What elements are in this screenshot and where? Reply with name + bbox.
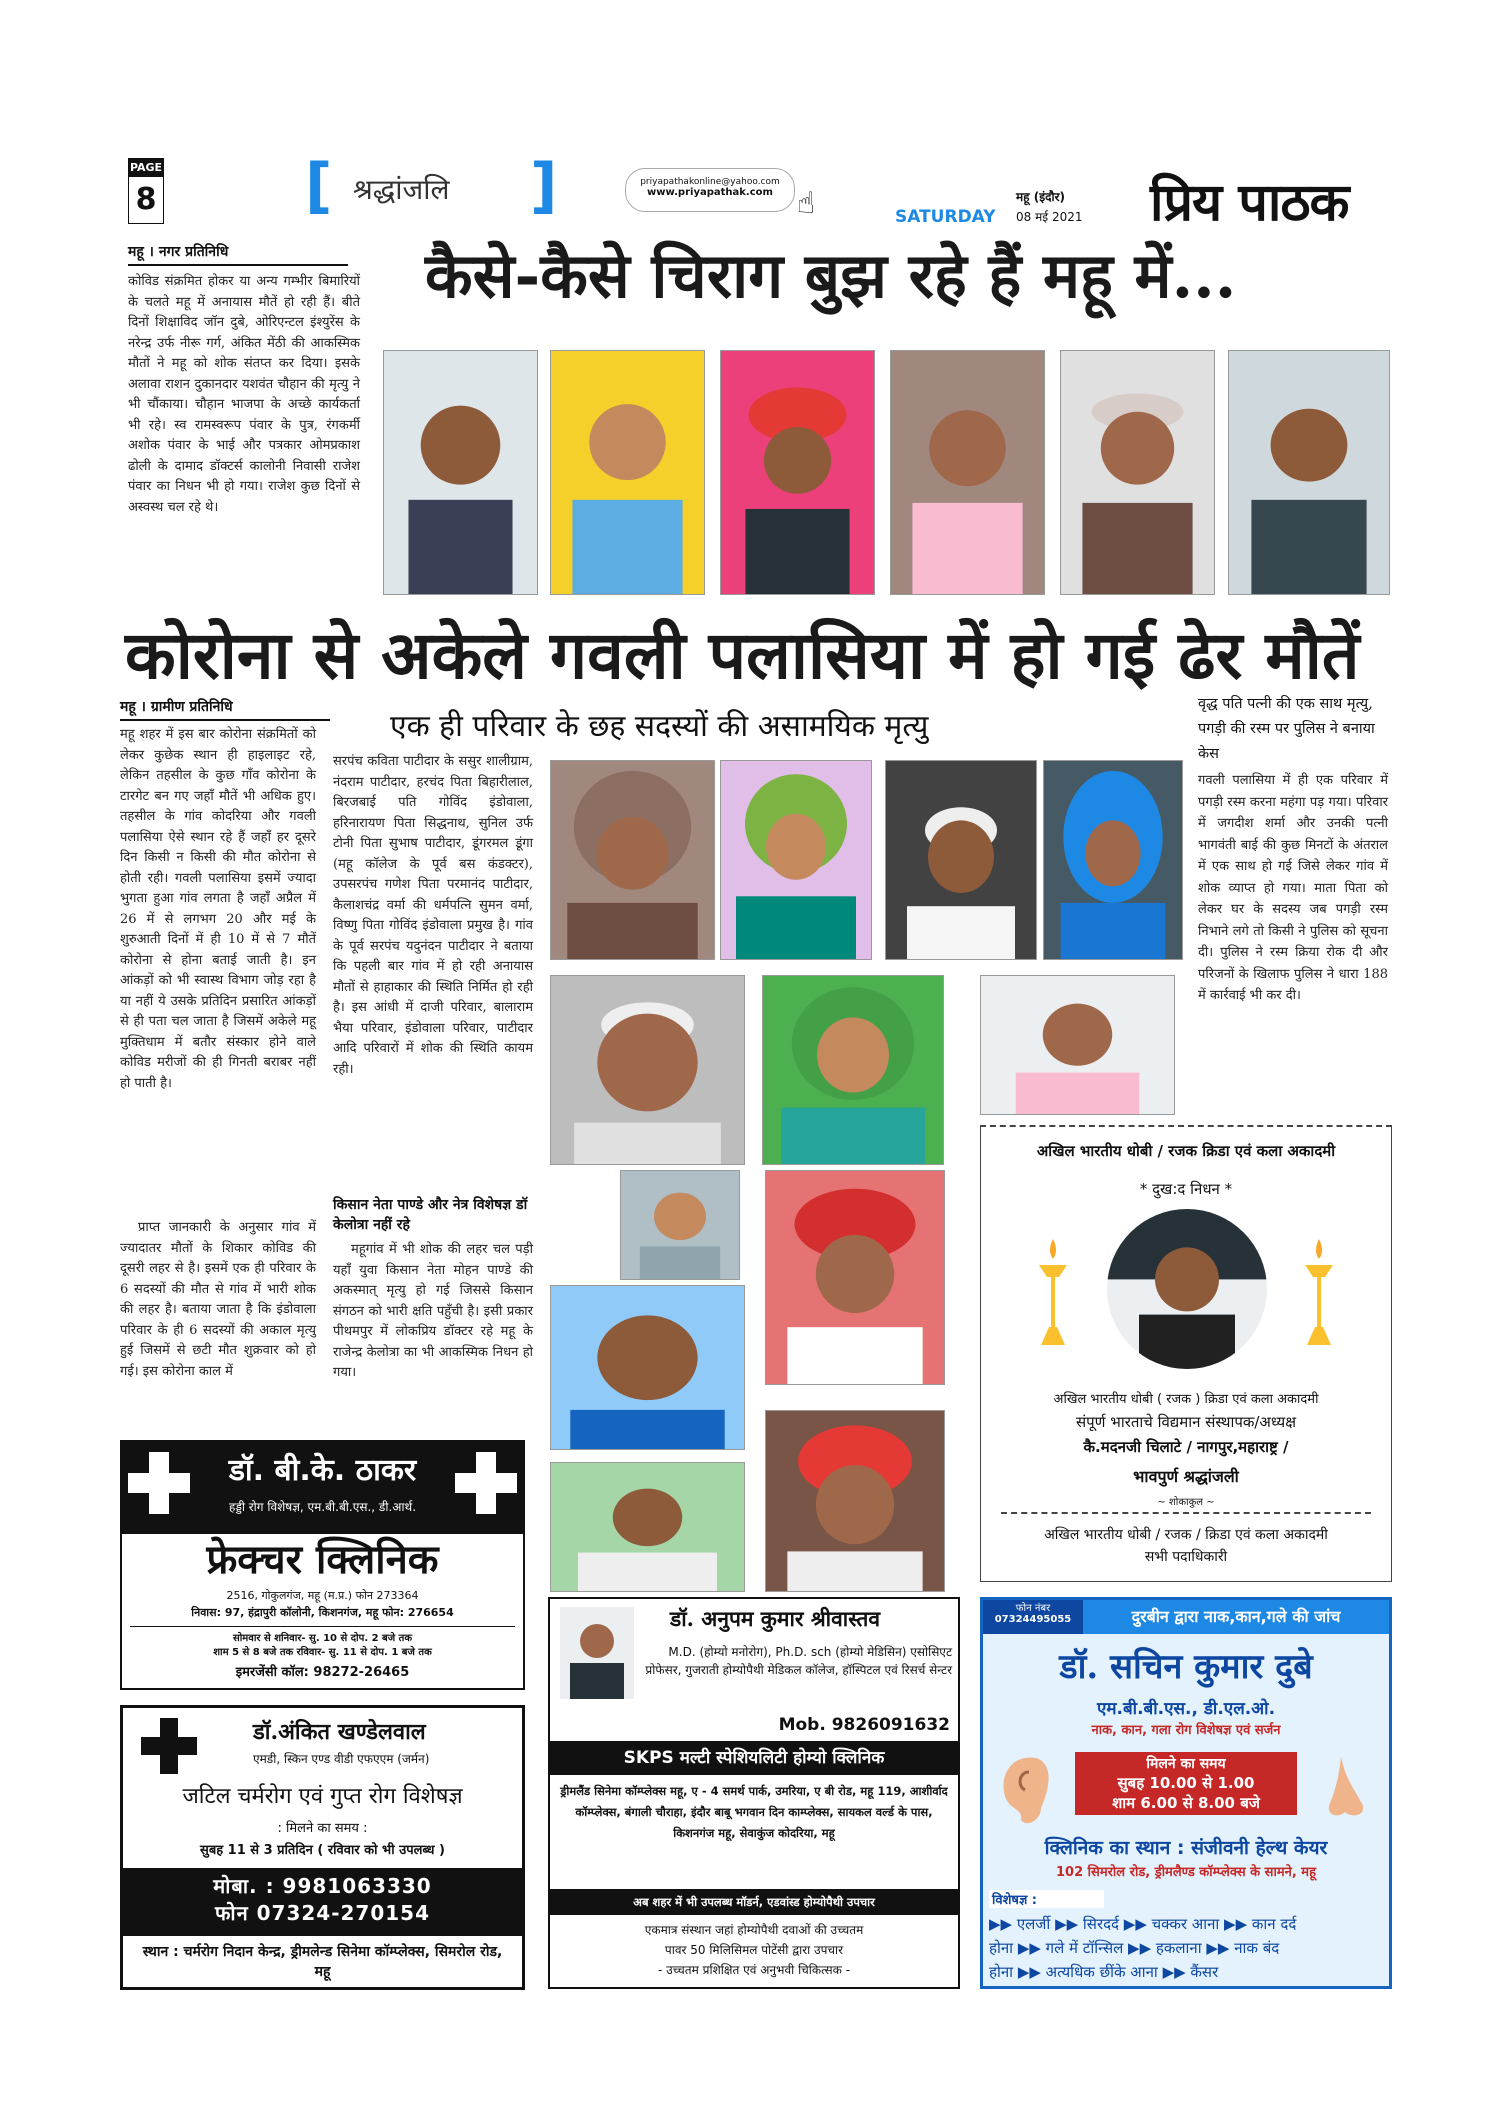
dubey-address: 102 सिमरोल रोड, ड्रीमलैण्ड कॉम्प्लेक्स के सामने, महू — [1056, 1865, 1316, 1880]
khandelwal-timing: सुबह 11 से 3 प्रतिदिन ( रविवार को भी उपलब्ध ) — [200, 1843, 445, 1858]
victim-photo-8 — [620, 1170, 740, 1280]
page-number: 8 — [135, 182, 157, 217]
obit-tribute: भावपुर्ण श्रद्धांजली — [1133, 1467, 1239, 1486]
story1-body: कोविड संक्रमित होकर या अन्य गम्भीर बिमारियों के चलते महू में अनायास मौतें हो रही हैं। बीते दिनों शिक्षाविद जॉन दुबे, ओरिएन्टल इंश्युरेंस के नरेन्द्र उर्फ नीरू गर्ग, अंकित मेंठी की आकस्मिक मौतों ने महू को शोक संतप्त कर दिया। इसके अलावा राशन दुकानदार यशवंत चौहान की मृत्यु ने भी चौंकाया। चौहान भाजपा के अच्छे कार्यकर्ता भी रहे। स्व रामस्वरूप पंवार के पुत्र, रंगकर्मी अशोक पंवार के भाई और पत्रकार ओमप्रकाश ढोली के दामाद डॉक्टर्स कालोनी निवासी राजेश पंवार का निधन भी हो गया। राजेश कुछ दिनों से अस्वस्थ चल रहे थे। — [128, 274, 360, 515]
place: महू (इंदौर) — [1016, 190, 1065, 204]
ad-srivastava — [548, 1597, 960, 1989]
khandelwal-mobile: मोबा. : 9981063330 — [213, 1874, 432, 1898]
thakar-clinic: फ्रेक्चर क्लिनिक — [206, 1536, 439, 1583]
srivastava-photo — [560, 1607, 634, 1699]
portrait-photo-4 — [890, 350, 1045, 595]
thakar-residence: निवास: 97, हंद्रापुरी कॉलोनी, किशनगंज, महू फोन: 276654 — [191, 1606, 454, 1619]
khandelwal-name: डॉ.अंकित खण्डेलवाल — [253, 1719, 426, 1745]
dubey-top: दुरबीन द्वारा नाक,कान,गले की जांच — [1083, 1600, 1389, 1634]
obit-line1: अखिल भारतीय धोबी ( रजक ) क्रिडा एवं कला अकादमी — [1053, 1392, 1319, 1407]
story3-body: गवली पलासिया में ही एक परिवार में पगड़ी रस्म करना महंगा पड़ गया। परिवार में जगदीश शर्मा और उनकी पत्नी भागवंती बाई की कुछ मिनटों के अंतराल में एक साथ हो गई जिसे लेकर गांव में शोक व्याप्त हो गया। माता पिता को लेकर घर के सदस्य जब पगड़ी रस्म निभाने लगे तो किसी ने पुलिस को सूचना दी। पुलिस ने रस्म क्रिया रोक दी और परिजनों के खिलाफ पुलिस ने धारा 188 में कार्रवाई भी कर दी। — [1198, 773, 1388, 1003]
contact-box — [625, 168, 795, 212]
nose-icon — [1311, 1750, 1381, 1830]
srivastava-banner: अब शहर में भी उपलब्ध मॉडर्न, एडवांस्ड होम्योपैथी उपचार — [550, 1889, 958, 1915]
story2-col2b: महूगांव में भी शोक की लहर चल पड़ी यहाँ युवा किसान नेता मोहन पाण्डे की अकस्मात् मृत्यु हो गई जिससे किसान संगठन को भारी क्षति पहुँची है। इसी प्रकार पीथमपुर में लोकप्रिय डॉक्टर रहे महू के राजेन्द्र केलोत्रा का भी आकस्मिक निधन हो गया। — [333, 1242, 533, 1380]
bracket-left-icon: [ — [305, 151, 333, 221]
portrait-photo-3 — [720, 350, 875, 595]
khandelwal-quals: एमडी, स्किन एण्ड वीडी एफएएम (जर्मन) — [253, 1752, 430, 1766]
story2-col1: महू शहर में इस बार कोरोना संक्रमितों को लेकर कुछेक स्थान ही हाइलाइट रहे, लेकिन तहसील के कुछ गाँव कोरोना के टारगेट बन गए जहाँ मौतें भी अधिक हुए। तहसील के गांव कोदरिया और गवली पलासिया ऐसे स्थान रहे हैं जहाँ हर दूसरे दिन किसी न किसी की मौत कोरोना से होती रही। गवली पलासिया इसमें ज्यादा भुगता हुआ गांव लगता है जहाँ अप्रैल में 26 में से लगभग 20 और मई के शुरुआती दिनों में ही 10 में से 7 मौतें कोरोना से होना बताई जाती है। इन आंकड़ों को भी स्वास्थ विभाग जोड़ रहा है या नहीं ये उसके प्रतिदिन प्रसारित आंकड़ों से ही पता चल जाता है जिसमें अकेले महू मुक्तिधाम में बतौर संस्कार होने वाले कोविड मरीजों की ही गिनती बराबर नहीं हो पाती है। — [120, 727, 316, 1091]
victim-photo-9 — [765, 1170, 945, 1385]
obit-footer2: सभी पदाधिकारी — [1144, 1549, 1228, 1565]
khandelwal-contact — [123, 1868, 522, 1936]
obit-nidhan: * दुख:द निधन * — [1139, 1180, 1233, 1198]
date: 08 मई 2021 — [1016, 210, 1083, 224]
srivastava-address: ड्रीमलैंड सिनेमा कॉम्प्लेक्स महू, ए - 4 समर्थ पार्क, उमरिया, ए बी रोड, महू 119, आशीर्वाद कॉम्प्लेक्स, बंगाली चौराहा, इंदौर बाबू भगवान दिन काम्प्लेक्स, सायकल वर्ल्ड के पास, किशनगंज महू, सेवाकुंज कोदरिया, महू — [560, 1784, 948, 1840]
victim-photo-1 — [550, 760, 715, 960]
logo: प्रिय पाठक — [1150, 172, 1349, 233]
obit-name: कै.मदनजी चिलाटे / नागपुर,महाराष्ट्र / — [1083, 1438, 1289, 1456]
dubey-name: डॉ. सचिन कुमार दुबे — [1059, 1647, 1313, 1687]
portrait-photo-5 — [1060, 350, 1215, 595]
portrait-photo-2 — [550, 350, 705, 595]
khandelwal-specialty: जटिल चर्मरोग एवं गुप्त रोग विशेषज्ञ — [182, 1784, 463, 1809]
victim-photo-11 — [550, 1462, 745, 1592]
victim-photo-4 — [1043, 760, 1183, 960]
ear-icon — [991, 1750, 1061, 1830]
dubey-spec3: होना ▶▶ अत्यधिक छींके आना ▶▶ कैंसर — [989, 1963, 1219, 1981]
obit-header: अखिल भारतीय धोबी / रजक क्रिडा एवं कला अकादमी — [1036, 1142, 1336, 1160]
dubey-quals: एम.बी.बी.एस., डी.एल.ओ. — [1096, 1699, 1276, 1719]
dubey-specialty: नाक, कान, गला रोग विशेषज्ञ एवं सर्जन — [1091, 1723, 1281, 1738]
khandelwal-address: स्थान : चर्मरोग निदान केन्द्र, ड्रीमलेन्ड सिनेमा कॉम्प्लेक्स, सिमरोल रोड, महू — [142, 1944, 503, 1980]
srivastava-mobile: Mob. 9826091632 — [778, 1715, 950, 1735]
victim-photo-5 — [550, 975, 745, 1165]
ad-dubey — [980, 1597, 1392, 1989]
obit-shokakul: ~ शोकाकुल ~ — [1157, 1497, 1215, 1508]
srivastava-name: डॉ. अनुपम कुमार श्रीवास्तव — [670, 1606, 881, 1631]
obit-line2: संपूर्ण भारताचे विद्यमान संस्थापक/अध्यक्ष — [1076, 1413, 1296, 1431]
dubey-time2: शाम 6.00 से 8.00 बजे — [1112, 1794, 1260, 1812]
dubey-meet: मिलने का समय — [1146, 1756, 1226, 1772]
obituary-box — [980, 1125, 1392, 1582]
thakar-timing2: शाम 5 से 8 बजे तक रविवार- सु. 11 से दोप. 1 बजे तक — [213, 1647, 432, 1658]
srivastava-quals: M.D. (होम्यो मनोरोग), Ph.D. sch (होम्यो मेडिसिन) एसोसिएट प्रोफेसर, गुजराती होम्योपैथी मेडिकल कॉलेज, हॉस्पिटल एवं रिसर्च सेन्टर — [645, 1645, 952, 1677]
portrait-photo-6 — [1228, 350, 1390, 595]
story2-col1b: प्राप्त जानकारी के अनुसार गांव में ज्यादातर मौतों के शिकार कोविड की दूसरी लहर से है। इसमें एक ही परिवार के 6 सदस्यों की मौत से गांव में भारी शोक की लहर है। बताया जाता है कि इंडोवाला परिवार के ही 6 सदस्यों की अकाल मृत्यु हुई जिसमें से छटी मौत शुक्रवार को हो गई। इस कोरोना काल में — [120, 1220, 316, 1379]
weekday: SATURDAY — [895, 207, 996, 227]
khandelwal-meet: : मिलने का समय : — [277, 1821, 368, 1836]
story2-col2: सरपंच कविता पाटीदार के ससुर शालीग्राम, नंदराम पाटीदार, हरचंद पिता बिहारीलाल, बिरजबाई पति गोविंद इंडोवाला, हरिनारायण पिता सिद्धनाथ, सुनिल उर्फ टोनी पिता सुभाष पाटीदार, डूंगरमल डूंगा (महू कॉलेज के पूर्व बस कंडक्टर), उपसरपंच गणेश पिता परमानंद पाटीदार, कैलाशचंद्र वर्मा की धर्मपत्नि सुमन वर्मा, विष्णु पिता गोविंद इंडोवाला प्रमुख है। गांव के पूर्व सरपंच यदुनंदन पाटीदार ने बताया कि पहली बार गांव में हो रही अनायास मौतों से हाहाकार की स्थिति निर्मित हो रही है। इस आंधी में दाजी परिवार, बालाराम भैया परिवार, इंडोवाला परिवार, पाटीदार आदि परिवारों में शोक की स्थिति कायम रही। — [333, 754, 533, 1077]
srivastava-line3: - उच्चतम प्रशिक्षित एवं अनुभवी चिकित्सक - — [657, 1963, 851, 1977]
obit-photo — [1107, 1209, 1267, 1369]
website[interactable]: www.priyapathak.com — [647, 187, 773, 198]
section-label — [305, 151, 558, 221]
section-title: श्रद्धांजलि — [353, 173, 450, 206]
srivastava-clinic: SKPS मल्टी स्पेशियलिटी होम्यो क्लिनिक — [550, 1741, 958, 1775]
dubey-spec1: ▶▶ एलर्जी ▶▶ सिरदर्द ▶▶ चक्कर आना ▶▶ कान दर्द — [989, 1915, 1297, 1933]
story3-headline: वृद्ध पति पत्नी की एक साथ मृत्यु, पगड़ी की रस्म पर पुलिस ने बनाया केस — [1198, 696, 1375, 762]
story2-subhead2: किसान नेता पाण्डे और नेत्र विशेषज्ञ डॉ केलोत्रा नहीं रहे — [333, 1197, 528, 1233]
story2-byline: महू । ग्रामीण प्रतिनिधि — [120, 697, 330, 721]
thakar-header — [122, 1442, 523, 1534]
srivastava-line1: एकमात्र संस्थान जहां होम्योपैथी दवाओं की उच्चतम — [644, 1923, 864, 1937]
lamp-left-icon — [1033, 1237, 1073, 1347]
thakar-name: डॉ. बी.के. ठाकर — [228, 1453, 417, 1488]
victim-photo-12 — [765, 1410, 945, 1592]
dubey-phone[interactable]: 07324495055 — [994, 1614, 1072, 1625]
ad-khandelwal — [120, 1705, 525, 1990]
thakar-quals: हड्डी रोग विशेषज्ञ, एम.बी.बी.एस., डी.आर्थ. — [228, 1500, 417, 1514]
story2-subhead: एक ही परिवार के छह सदस्यों की असामयिक मृत्यु — [390, 709, 929, 744]
story2-headline: कोरोना से अकेले गवली पलासिया में हो गई ढेर मौतें — [125, 616, 1360, 694]
dubey-phone-box — [983, 1600, 1083, 1634]
thakar-divider — [130, 1626, 515, 1627]
pointer-hand-icon: ☝ — [797, 186, 816, 221]
dubey-spec2: होना ▶▶ गले में टॉन्सिल ▶▶ हकलाना ▶▶ नाक बंद — [989, 1939, 1280, 1957]
victim-photo-10 — [550, 1285, 745, 1450]
story1-headline: कैसे-कैसे चिराग बुझ रहे हैं महू में... — [425, 239, 1237, 312]
dubey-timing — [1075, 1752, 1297, 1815]
lamp-right-icon — [1299, 1237, 1339, 1347]
dubey-phone-label: फोन नंबर — [1015, 1603, 1051, 1614]
story1-byline: महू । नगर प्रतिनिधि — [128, 242, 348, 266]
thakar-address: 2516, गोकुलगंज, महू (म.प्र.) फोन 273364 — [226, 1589, 419, 1602]
victim-photo-7 — [980, 975, 1175, 1115]
ad-thakar — [120, 1440, 525, 1690]
page-number-box — [128, 158, 164, 224]
victim-photo-6 — [762, 975, 944, 1165]
victim-photo-2 — [720, 760, 872, 960]
page-label: PAGE — [129, 159, 163, 177]
dubey-place: क्लिनिक का स्थान : संजीवनी हेल्थ केयर — [1044, 1837, 1328, 1859]
thakar-timing1: सोमवार से शनिवार- सु. 10 से दोप. 2 बजे तक — [232, 1633, 413, 1644]
plus-icon — [141, 1718, 197, 1774]
khandelwal-phone: फोन 07324-270154 — [214, 1901, 431, 1925]
thakar-emergency: इमरजेंसी कॉल: 98272-26465 — [235, 1665, 410, 1680]
portrait-photo-1 — [383, 350, 538, 595]
bracket-right-icon: ] — [530, 151, 558, 221]
srivastava-line2: पावर 50 मिलिसिमल पोटेंसी द्वारा उपचार — [664, 1943, 844, 1957]
dubey-time1: सुबह 10.00 से 1.00 — [1117, 1774, 1255, 1792]
obit-divider — [1001, 1512, 1371, 1514]
victim-photo-3 — [885, 760, 1037, 960]
email[interactable]: priyapathakonline@yahoo.com — [640, 177, 780, 187]
obit-footer1: अखिल भारतीय धोबी / रजक / क्रिडा एवं कला अकादमी — [1044, 1527, 1328, 1543]
dubey-special-label: विशेषज्ञ : — [989, 1890, 1104, 1908]
